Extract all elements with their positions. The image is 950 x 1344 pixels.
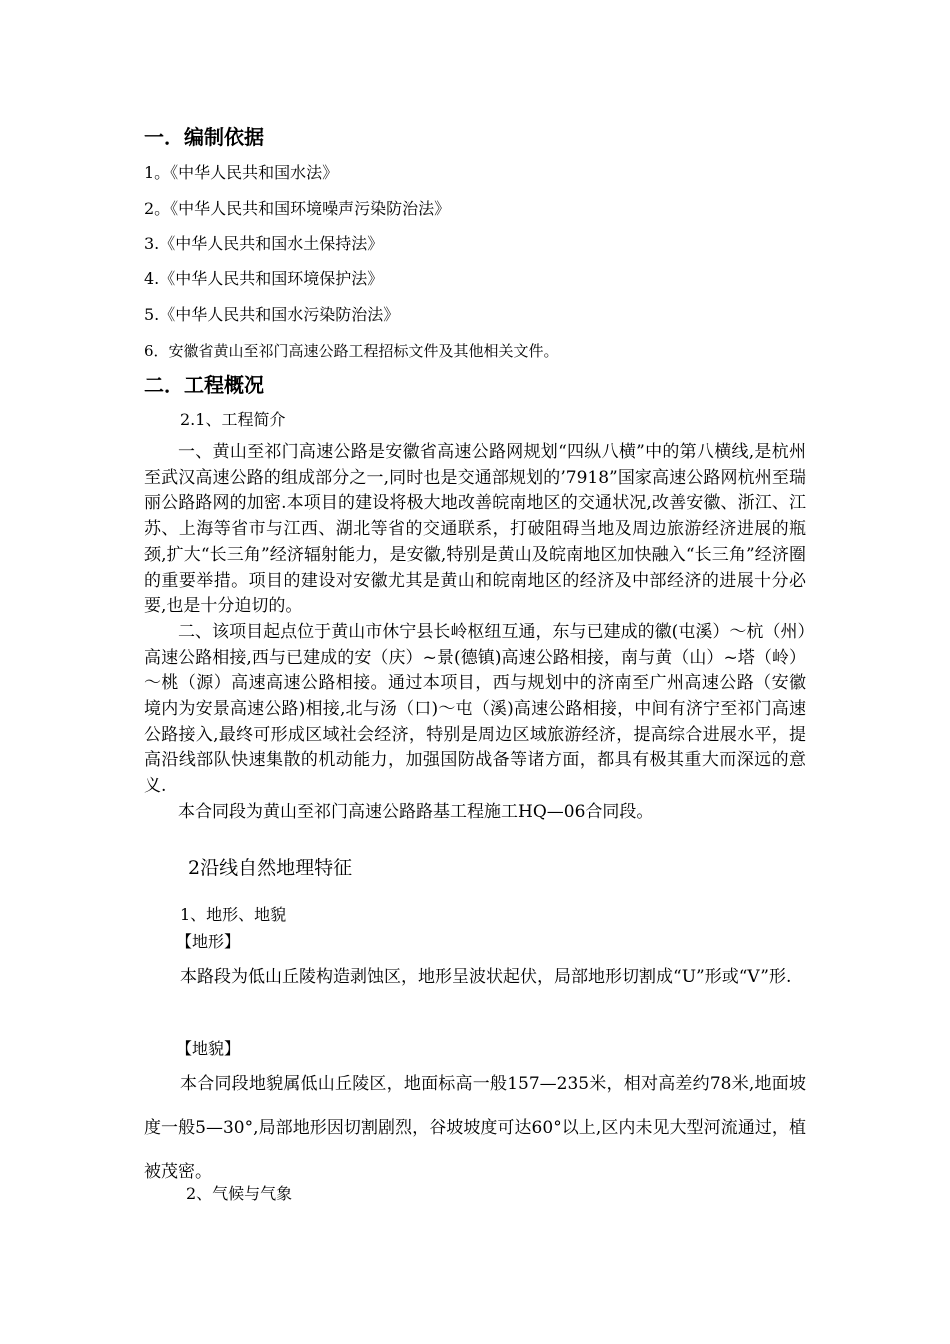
overview-paragraph-1: 一、黄山至祁门高速公路是安徽省高速公路网规划“四纵八横”中的第八横线,是杭州至武汉高速公路的组成部分之一,同时也是交通部规划的’7918”国家高速公路网杭州至瑞丽公路路网的加密.本项目的建设将极大地改善皖南地区的交通状况,改善安徽、浙江、江苏、上海等省市与江西、湖北等省的交通联系，打破阻碍当地及周边旅游经济进展的瓶颈,扩大“长三角”经济辐射能力，是安徽,特别是黄山及皖南地区加快融入“长三角”经济圈的重要举措。项目的建设对安徽尤其是黄山和皖南地区的经济及中部经济的进展十分必要,也是十分迫切的。 [144,442,806,617]
sub-heading-intro: 2.1、工程简介 [180,410,286,429]
landform-paragraph: 本合同段地貌属低山丘陵区，地面标高一般157—235米，相对高差约78米,地面坡度一般5—30°,局部地形因切割剧烈，谷坡坡度可达60°以上,区内未见大型河流通过，植被茂密。 [144,1074,806,1182]
overview-body [144,440,806,826]
basis-item-2: 2。《中华人民共和国环境噪声污染防治法》 [144,199,451,218]
section-heading-basis: 一．编制依据 [144,125,264,149]
overview-paragraph-2: 二、该项目起点位于黄山市休宁县长岭枢纽互通，东与已建成的徽(屯溪）～杭（州）高速公路相接,西与已建成的安（庆）~景(德镇)高速公路相接，南与黄（山）~塔（岭）～桃（源）高速高速公路相接。通过本项目，西与规划中的济南至广州高速公路（安徽境内为安景高速公路)相接,北与汤（口)～屯（溪)高速公路相接，中间有济宁至祁门高速公路接入,最终可形成区域社会经济，特别是周边区域旅游经济，提高综合进展水平，提高沿线部队快速集散的机动能力，加强国防战备等诸方面，都具有极其重大而深远的意义. [144,621,806,797]
tag-terrain: 【地形】 [176,932,241,951]
overview-paragraph-3: 本合同段为黄山至祁门高速公路路基工程施工HQ—06合同段。 [178,801,654,822]
sub-heading-terrain: 1、地形、地貌 [180,905,287,924]
section-heading-geography: 2沿线自然地理特征 [188,857,353,879]
basis-item-6: 6．安徽省黄山至祁门高速公路工程招标文件及其他相关文件。 [144,342,559,360]
basis-item-3: 3.《中华人民共和国水土保持法》 [144,234,384,253]
tag-landform: 【地貌】 [176,1039,241,1058]
terrain-body [144,955,806,999]
basis-item-5: 5.《中华人民共和国水污染防治法》 [144,305,400,324]
terrain-paragraph: 本路段为低山丘陵构造剥蚀区，地形呈波状起伏，局部地形切割成“U”形或“V”形. [180,967,792,987]
landform-body [144,1062,806,1194]
basis-item-1: 1。《中华人民共和国水法》 [144,163,339,182]
section-heading-overview: 二．工程概况 [144,373,264,397]
basis-item-4: 4.《中华人民共和国环境保护法》 [144,269,384,288]
sub-heading-climate: 2、气候与气象 [186,1184,293,1203]
